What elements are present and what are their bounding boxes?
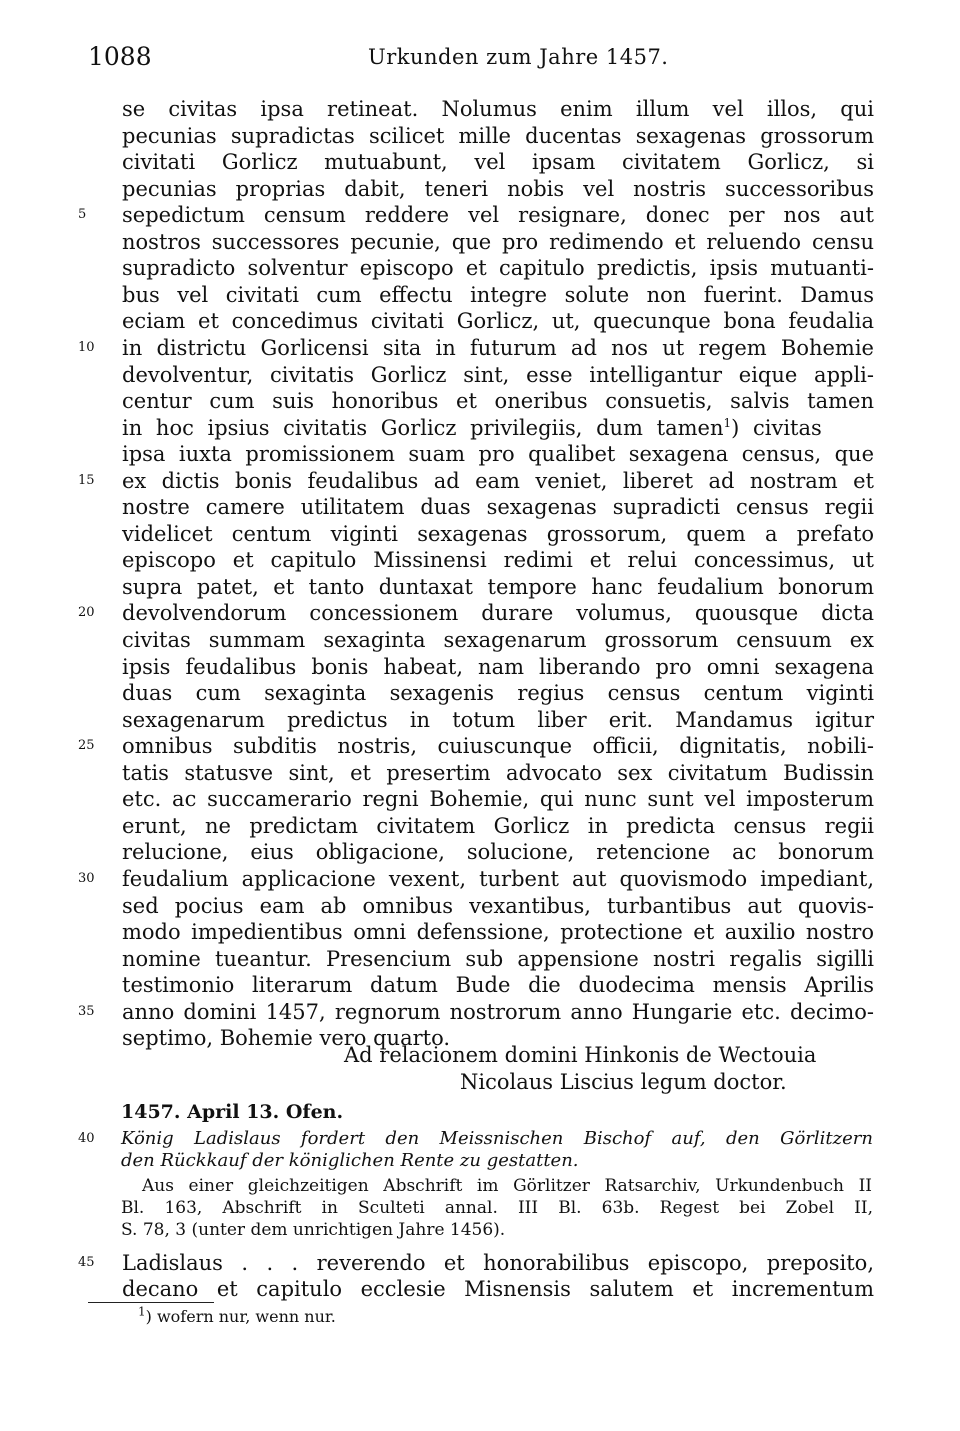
body-line-text: in hoc ipsius civitatis Gorlicz privilegiis, dum tamen xyxy=(122,416,724,440)
line-number: 15 xyxy=(78,473,95,488)
body-line: nostre camere utilitatem duas sexagenas supradicti census regii xyxy=(122,495,874,519)
body-line: modo impedientibus omni defenssione, protectione et auxilio nostro xyxy=(122,920,874,944)
body-line: devolventur, civitatis Gorlicz sint, esse intelligantur eique appli- xyxy=(122,363,874,387)
body-line: sepedictum censum reddere vel resignare, donec per nos aut xyxy=(122,203,874,227)
body-line: etc. ac succamerario regni Bohemie, qui nunc sunt vel imposterum xyxy=(122,787,874,811)
body-line: in districtu Gorlicensi sita in futurum ad nos ut regem Bohemie xyxy=(122,336,874,360)
line-number: 10 xyxy=(78,340,95,355)
body-line: omnibus subditis nostris, cuiuscunque officii, dignitatis, nobili- xyxy=(122,734,874,758)
body-line: episcopo et capitulo Missinensi redimi et relui concessimus, ut xyxy=(122,548,874,572)
line-number: 20 xyxy=(78,605,95,620)
body-line: nostros successores pecunie, que pro redimendo et reluendo censu xyxy=(122,230,874,254)
body-line: feudalium applicacione vexent, turbent aut quovismodo impediant, xyxy=(122,867,874,891)
footnote-rule xyxy=(88,1302,214,1303)
entry-date: 1457. April 13. Ofen. xyxy=(121,1101,344,1123)
body-line: civitas summam sexaginta sexagenarum grossorum censuum ex xyxy=(122,628,874,652)
signature-line-1: Ad relacionem domini Hinkonis de Wectouia xyxy=(344,1043,817,1067)
entry-text-line-1: Ladislaus . . . reverendo et honorabilibus episcopo, preposito, xyxy=(122,1251,874,1275)
body-line: septimo, Bohemie vero quarto. xyxy=(122,1026,451,1050)
page-header xyxy=(88,42,878,76)
body-line: centur cum suis honoribus et oneribus consuetis, salvis tamen xyxy=(122,389,874,413)
body-line: relucione, eius obligacione, solucione, retencione ac bonorum xyxy=(122,840,874,864)
body-line: pecunias proprias dabit, teneri nobis vel nostris successoribus xyxy=(122,177,874,201)
body-line: bus vel civitati cum effectu integre solute non fuerint. Damus xyxy=(122,283,874,307)
running-head: Urkunden zum Jahre 1457. xyxy=(368,45,669,69)
line-number: 35 xyxy=(78,1004,95,1019)
signature-line-2: Nicolaus Liscius legum doctor. xyxy=(460,1070,787,1094)
line-number: 40 xyxy=(78,1131,95,1146)
body-line: erunt, ne predictam civitatem Gorlicz in predicta census regii xyxy=(122,814,874,838)
body-line-text: ) civitas xyxy=(731,416,822,440)
entry-summary-line-1: König Ladislaus fordert den Meissnischen Bischof auf, den Görlitzern xyxy=(121,1128,873,1149)
footnote xyxy=(138,1304,336,1326)
source-line-1: Aus einer gleichzeitigen Abschrift im Görlitzer Ratsarchiv, Urkundenbuch II xyxy=(142,1176,872,1196)
body-line: supra patet, et tanto duntaxat tempore hanc feudalium bonorum xyxy=(122,575,874,599)
body-line: videlicet centum viginti sexagenas grossorum, quem a prefato xyxy=(122,522,874,546)
body-line: ipsis feudalibus bonis habeat, nam liberando pro omni sexagena xyxy=(122,655,874,679)
body-line: se civitas ipsa retineat. Nolumus enim illum vel illos, qui xyxy=(122,97,874,121)
body-line: tatis statusve sint, et presertim advocato sex civitatum Budissin xyxy=(122,761,874,785)
body-line: sexagenarum predictus in totum liber erit. Mandamus igitur xyxy=(122,708,874,732)
body-line xyxy=(122,415,874,441)
body-line: nomine tueantur. Presencium sub appensione nostri regalis sigilli xyxy=(122,947,874,971)
body-line: anno domini 1457, regnorum nostrorum anno Hungarie etc. decimo- xyxy=(122,1000,874,1024)
line-number: 5 xyxy=(78,207,87,222)
body-line: sed pocius eam ab omnibus vexantibus, turbantibus aut quovis- xyxy=(122,894,874,918)
body-line: devolvendorum concessionem durare volumus, quousque dicta xyxy=(122,601,874,625)
page-number: 1088 xyxy=(88,42,152,71)
source-line-2: Bl. 163, Abschrift in Sculteti annal. III Bl. 63b. Regest bei Zobel II, xyxy=(121,1198,873,1218)
footnote-reference: 1 xyxy=(723,416,732,430)
body-line: supradicto solventur episcopo et capitulo predictis, ipsis mutuanti- xyxy=(122,256,874,280)
footnote-text: ) wofern nur, wenn nur. xyxy=(145,1307,336,1326)
body-line: testimonio literarum datum Bude die duodecima mensis Aprilis xyxy=(122,973,874,997)
body-line: ex dictis bonis feudalibus ad eam veniet, liberet ad nostram et xyxy=(122,469,874,493)
body-line: duas cum sexaginta sexagenis regius census centum viginti xyxy=(122,681,874,705)
source-line-3: S. 78, 3 (unter dem unrichtigen Jahre 1456). xyxy=(121,1220,506,1240)
line-number: 45 xyxy=(78,1255,95,1270)
body-line: pecunias supradictas scilicet mille ducentas sexagenas grossorum xyxy=(122,124,874,148)
entry-summary-line-2: den Rückkauf der königlichen Rente zu gestatten. xyxy=(121,1150,579,1171)
line-number: 25 xyxy=(78,738,95,753)
body-line: ipsa iuxta promissionem suam pro qualibet sexagena census, que xyxy=(122,442,874,466)
footnote-marker: 1 xyxy=(138,1304,146,1319)
entry-text-line-2: decano et capitulo ecclesie Misnensis salutem et incrementum xyxy=(122,1277,874,1301)
body-line: eciam et concedimus civitati Gorlicz, ut, quecunque bona feudalia xyxy=(122,309,874,333)
body-line: civitati Gorlicz mutuabunt, vel ipsam civitatem Gorlicz, si xyxy=(122,150,874,174)
line-number: 30 xyxy=(78,871,95,886)
